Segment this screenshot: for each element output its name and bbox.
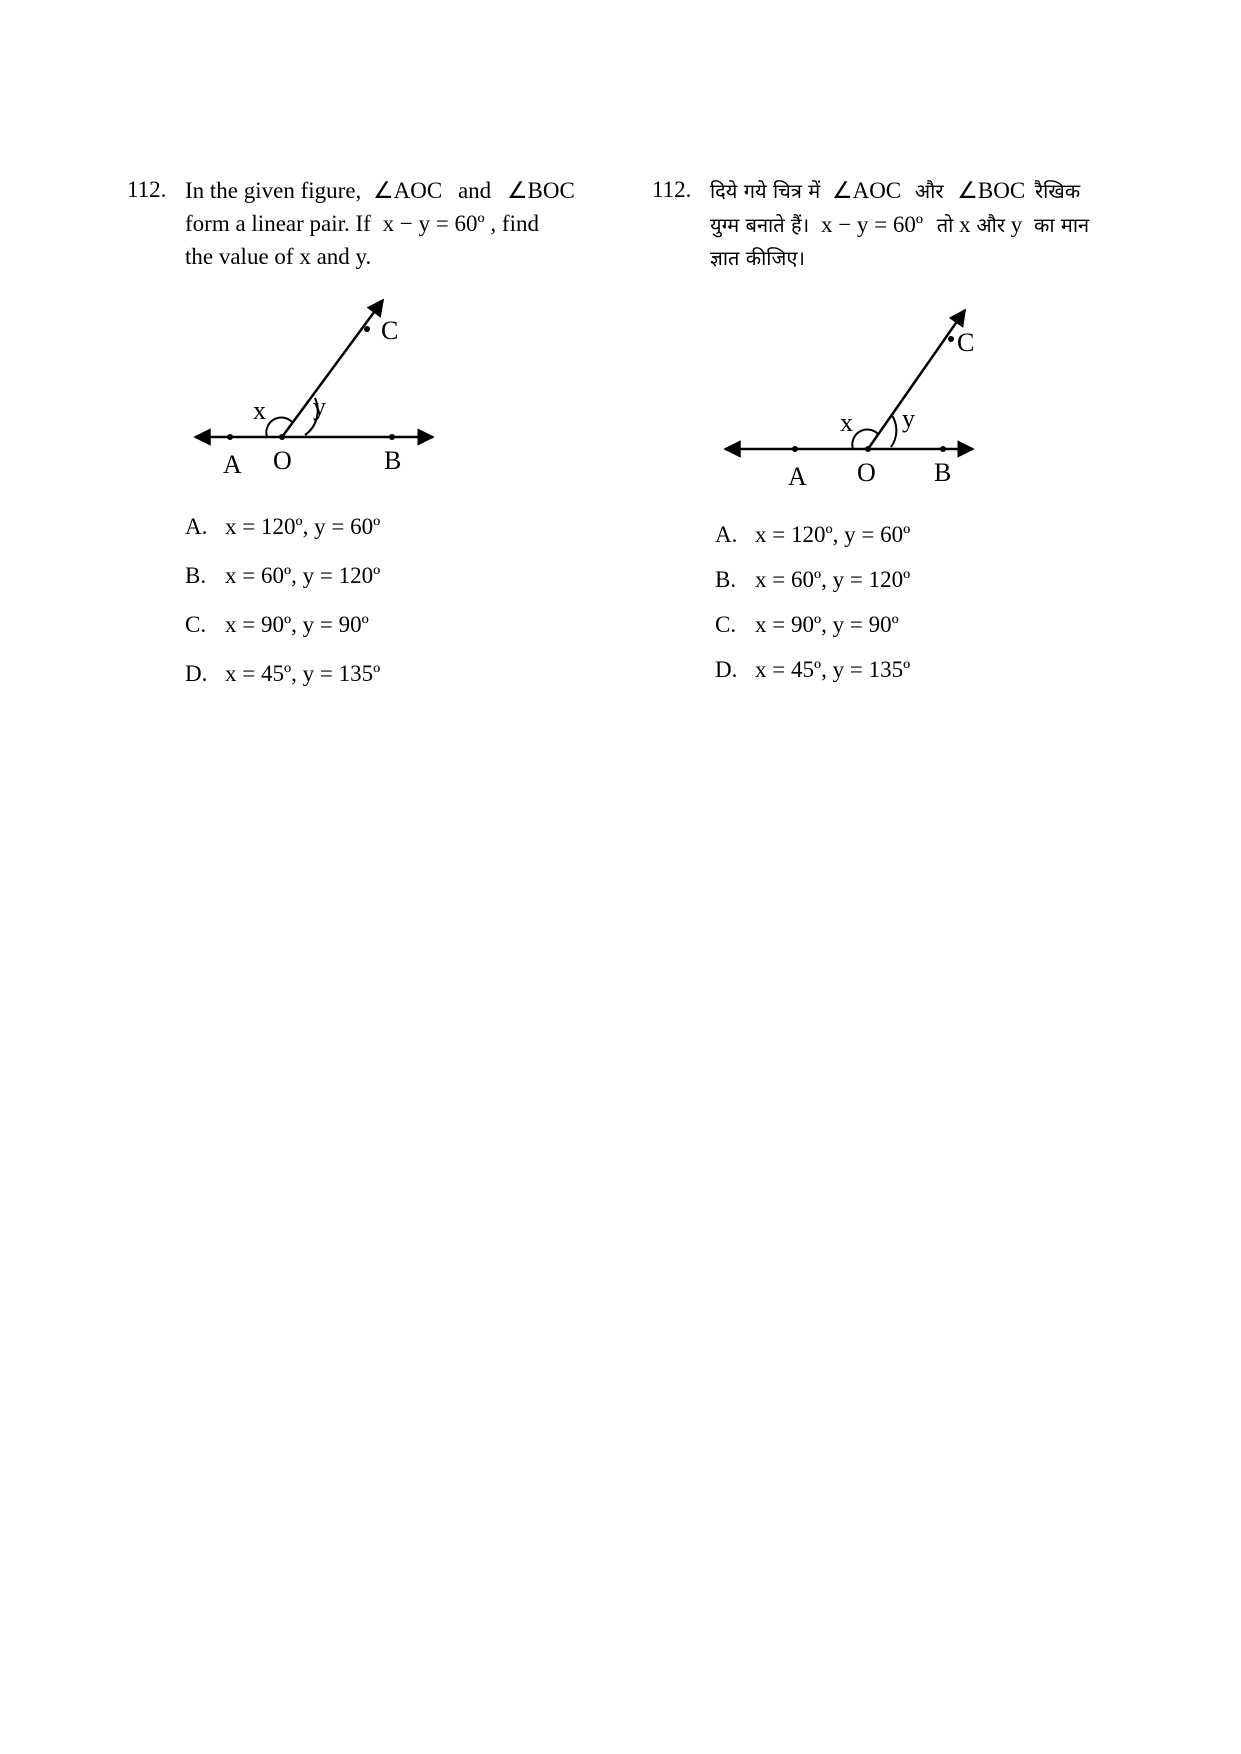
- option-c: [185, 612, 369, 638]
- option-d: [715, 657, 910, 683]
- question-line-1: [710, 174, 1150, 208]
- linear-pair-figure: [715, 295, 995, 495]
- option-b: [715, 567, 910, 593]
- label-o: O: [273, 446, 292, 475]
- equation: x − y = 60º: [382, 211, 485, 236]
- text-segment: और: [914, 179, 944, 203]
- option-label: B.: [715, 567, 737, 592]
- angle-aoc: ∠AOC: [373, 178, 443, 203]
- text-segment: x: [959, 212, 971, 237]
- option-text: x = 60º, y = 120º: [755, 567, 911, 592]
- option-label: D.: [185, 661, 208, 686]
- point-a: [792, 446, 798, 452]
- option-b: [185, 563, 380, 589]
- question-line-2: [185, 207, 585, 240]
- question-text: [185, 174, 585, 273]
- option-d: [185, 661, 380, 687]
- angle-boc: ∠BOC: [506, 178, 575, 203]
- label-y: y: [313, 392, 326, 421]
- option-text: x = 120º, y = 60º: [755, 522, 911, 547]
- question-text: [710, 174, 1150, 275]
- linear-pair-figure: [185, 285, 445, 485]
- text-segment: युग्म बनाते हैं।: [710, 213, 810, 237]
- text-segment: form a linear pair. If: [185, 211, 371, 236]
- point-o: [279, 434, 285, 440]
- text-segment: , find: [490, 211, 539, 236]
- option-text: x = 90º, y = 90º: [755, 612, 899, 637]
- question-number: 112.: [652, 177, 692, 202]
- question-number: 112.: [127, 177, 167, 202]
- label-x: x: [253, 396, 266, 425]
- point-c: [364, 326, 370, 332]
- label-b: B: [384, 446, 402, 475]
- option-label: A.: [715, 522, 738, 547]
- point-c: [948, 336, 954, 342]
- label-a: A: [223, 450, 242, 479]
- point-o: [865, 446, 871, 452]
- option-label: D.: [715, 657, 738, 682]
- option-label: B.: [185, 563, 207, 588]
- angle-boc: ∠BOC: [957, 178, 1026, 203]
- ray-oc: [282, 300, 383, 437]
- option-label: A.: [185, 514, 208, 539]
- label-c: C: [957, 328, 975, 357]
- label-y: y: [902, 404, 915, 433]
- label-o: O: [857, 458, 876, 487]
- option-label: C.: [185, 612, 207, 637]
- point-b: [940, 446, 946, 452]
- point-a: [227, 434, 233, 440]
- question-line-3: the value of x and y.: [185, 244, 372, 269]
- equation: x − y = 60º: [820, 212, 924, 237]
- option-text: x = 45º, y = 135º: [225, 661, 381, 686]
- text-segment: रैखिक: [1034, 179, 1081, 203]
- text-segment: तो: [936, 213, 954, 237]
- arc-y: [891, 414, 896, 447]
- option-a: [185, 514, 380, 540]
- option-text: x = 90º, y = 90º: [225, 612, 369, 637]
- option-label: C.: [715, 612, 737, 637]
- label-x: x: [840, 408, 853, 437]
- text-segment: का मान: [1034, 213, 1090, 237]
- text-segment: और: [976, 213, 1006, 237]
- text-segment: In the given figure,: [185, 178, 362, 203]
- option-text: x = 45º, y = 135º: [755, 657, 911, 682]
- ray-oc: [868, 310, 965, 449]
- question-line-3: ज्ञात कीजिए।: [710, 246, 805, 270]
- option-text: x = 60º, y = 120º: [225, 563, 381, 588]
- angle-aoc: ∠AOC: [831, 178, 902, 203]
- question-line-2: [710, 208, 1150, 242]
- text-segment: दिये गये चित्र में: [710, 179, 821, 203]
- question-line-1: [185, 174, 585, 207]
- option-c: [715, 612, 899, 638]
- text-segment: and: [457, 178, 492, 203]
- label-b: B: [934, 458, 952, 487]
- point-b: [389, 434, 395, 440]
- option-text: x = 120º, y = 60º: [225, 514, 381, 539]
- label-c: C: [381, 316, 399, 345]
- label-a: A: [788, 462, 807, 491]
- text-segment: y: [1010, 212, 1023, 237]
- option-a: [715, 522, 910, 548]
